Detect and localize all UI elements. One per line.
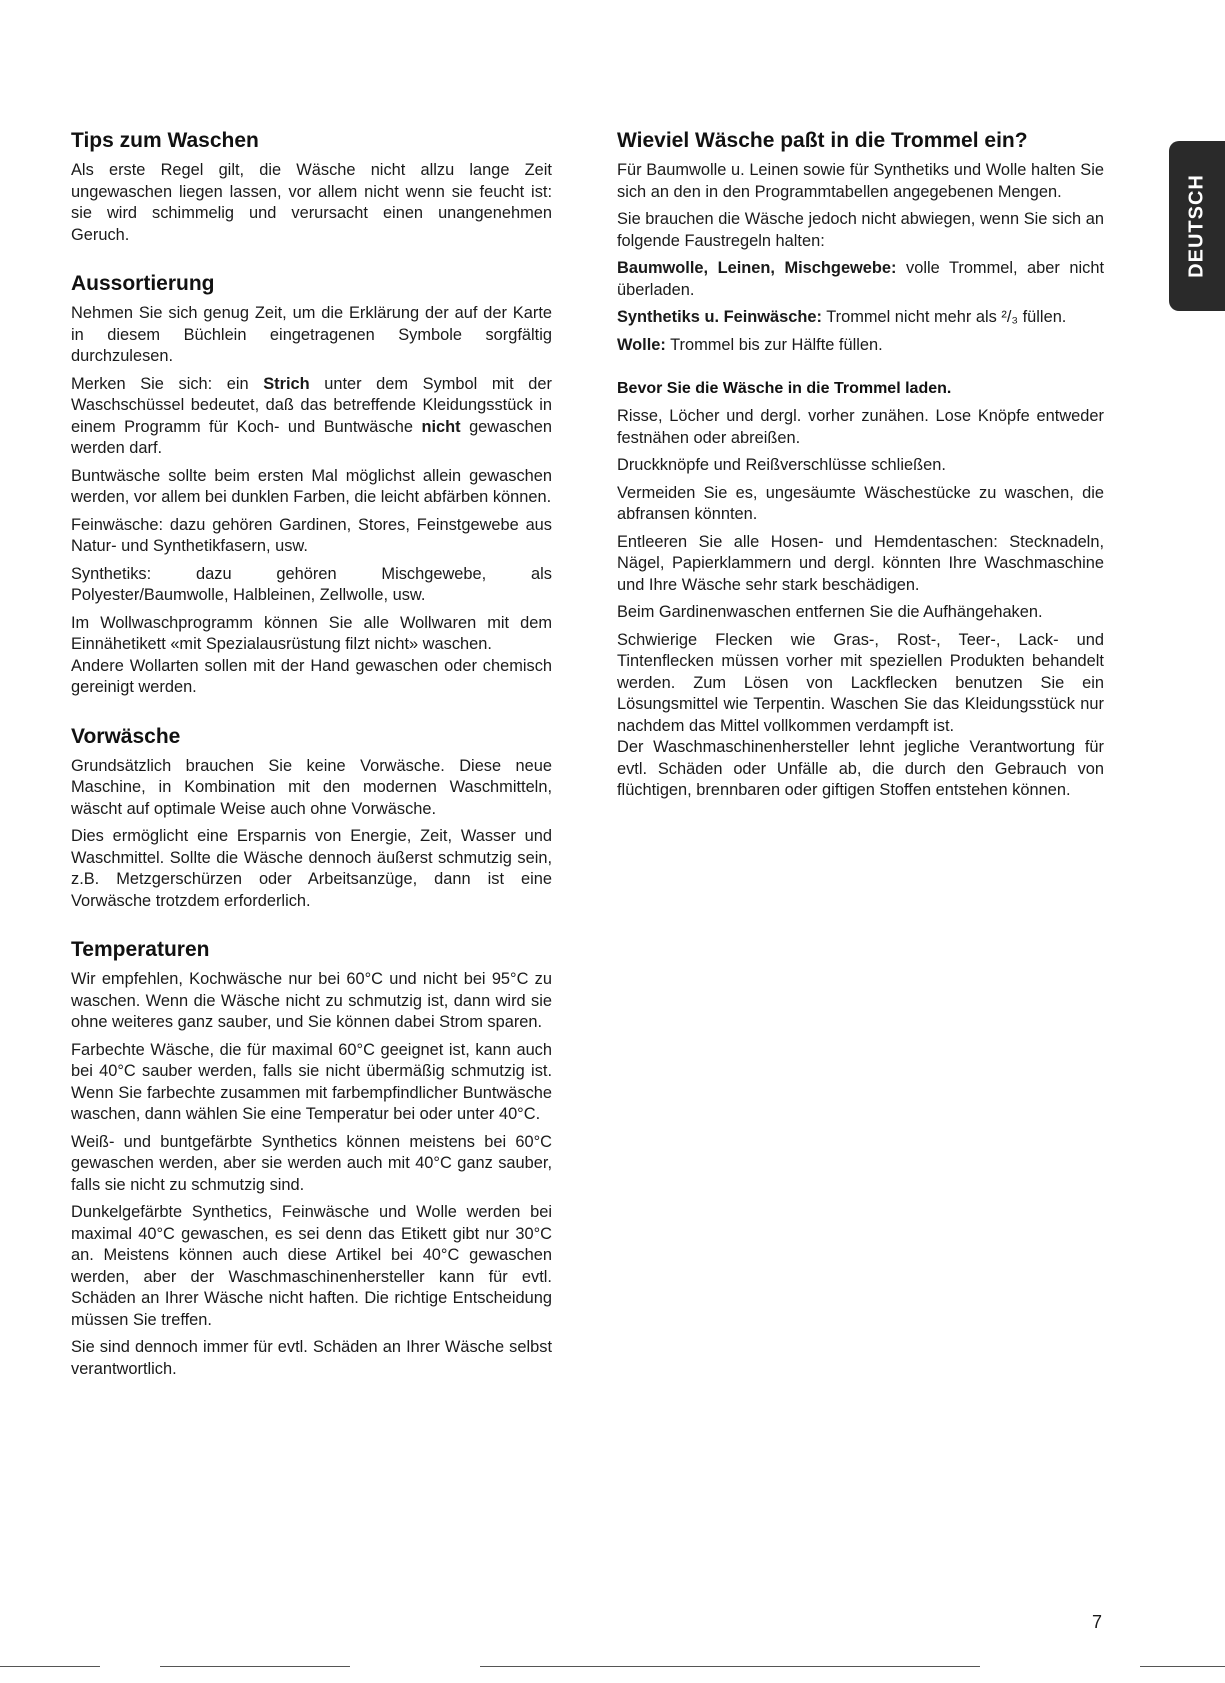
section-before-loading bbox=[617, 378, 1104, 802]
paragraph: Weiß- und buntgefärbte Synthetics können meistens bei 60°C gewaschen werden, aber sie werden auch mit 40°C ganz sauber, falls sie nicht zu schmutzig sind. bbox=[71, 1132, 552, 1194]
paragraph: Nehmen Sie sich genug Zeit, um die Erklärung der auf der Karte in diesem Büchlein eingetragenen Symbole sorgfältig durchzulesen. bbox=[71, 304, 552, 365]
section-tips bbox=[71, 128, 552, 246]
text: Merken Sie sich: ein bbox=[71, 374, 264, 393]
rule-synthetics bbox=[617, 307, 1104, 329]
paragraph: Wir empfehlen, Kochwäsche nur bei 60°C und nicht bei 95°C zu waschen. Wenn die Wäsche nicht zu schmutzig ist, dann wird sie ohne weiteres ganz sauber, und Sie können dabei Strom sparen. bbox=[71, 970, 552, 1031]
rule-label: Wolle: bbox=[617, 335, 666, 354]
section-prewash bbox=[71, 724, 552, 913]
rule-wool bbox=[617, 335, 1104, 357]
paragraph: Im Wollwaschprogramm können Sie alle Wollwaren mit dem Einnähetikett «mit Spezialausrüstung filzt nicht» waschen. bbox=[71, 613, 552, 653]
rule-label: Baumwolle, Leinen, Mischgewebe: bbox=[617, 259, 897, 277]
section-sorting bbox=[71, 271, 552, 699]
footer-rule bbox=[160, 1666, 350, 1667]
rule-cotton bbox=[617, 258, 1104, 301]
paragraph: Buntwäsche sollte beim ersten Mal möglichst allein gewaschen werden, vor allem bei dunklen Farben, die leicht abfärben können. bbox=[71, 466, 552, 506]
paragraph: Dies ermöglicht eine Ersparnis von Energie, Zeit, Wasser und Waschmittel. Sollte die Wäsche dennoch äußerst schmutzig sein, z.B. Metzgerschürzen oder Arbeitsanzüge, dann ist eine Vorwäsche trotzdem erforderlich. bbox=[71, 827, 552, 910]
footer-rule bbox=[480, 1666, 980, 1667]
page-number: 7 bbox=[1092, 1612, 1103, 1632]
rule-text: volle Trommel, aber nicht überladen. bbox=[617, 259, 1105, 299]
paragraph: Synthetiks: dazu gehören Mischgewebe, als Polyester/Baumwolle, Halbleinen, Zellwolle, usw. bbox=[71, 564, 552, 604]
section-load bbox=[617, 128, 1104, 356]
section-temperatures bbox=[71, 937, 552, 1380]
emphasis: nicht bbox=[421, 417, 461, 436]
rule-text: Trommel bis zur Hälfte füllen. bbox=[665, 335, 883, 354]
text: gewaschen werden darf. bbox=[71, 417, 552, 457]
paragraph: Entleeren Sie alle Hosen- und Hemdentaschen: Stecknadeln, Nägel, Papierklammern und dergl. könnten Ihre Waschmaschine und Ihre Wäsche sehr stark beschädigen. bbox=[617, 532, 1104, 594]
heading-load: Wieviel Wäsche paßt in die Trommel ein? bbox=[617, 129, 1028, 152]
paragraph: Feinwäsche: dazu gehören Gardinen, Stores, Feinstgewebe aus Natur- und Synthetikfasern, usw. bbox=[71, 515, 552, 555]
left-column bbox=[71, 128, 552, 1405]
paragraph bbox=[71, 374, 552, 460]
emphasis: Strich bbox=[263, 374, 310, 393]
heading-temperatures: Temperaturen bbox=[71, 938, 210, 961]
paragraph: Beim Gardinenwaschen entfernen Sie die Aufhängehaken. bbox=[617, 603, 1043, 621]
paragraph: Für Baumwolle u. Leinen sowie für Synthetiks und Wolle halten Sie sich an den in den Programmtabellen angegebenen Mengen. bbox=[617, 161, 1104, 201]
heading-before-loading: Bevor Sie die Wäsche in die Trommel laden. bbox=[617, 380, 952, 397]
paragraph: Farbechte Wäsche, die für maximal 60°C geeignet ist, kann auch bei 40°C sauber werden, falls sie nicht übermäßig schmutzig ist. Wenn Sie farbechte zusammen mit farbempfindlicher Buntwäsche waschen, dann wählen Sie eine Temperatur bei oder unter 40°C. bbox=[71, 1040, 552, 1123]
paragraph: Dunkelgefärbte Synthetics, Feinwäsche und Wolle werden bei maximal 40°C gewaschen, es sei denn das Etikett gibt nur 30°C an. Meistens können auch diese Artikel bei 40°C gewaschen werden, aber der Waschmaschinenhersteller kann für evtl. Schäden an Ihrer Wäsche nicht haften. Die richtige Entscheidung müssen Sie treffen. bbox=[71, 1203, 552, 1329]
paragraph: Der Waschmaschinenhersteller lehnt jegliche Verantwortung für evtl. Schäden oder Unfälle ab, die durch den Gebrauch von flüchtigen, brennbaren oder giftigen Stoffen entstehen können. bbox=[617, 738, 1104, 799]
heading-prewash: Vorwäsche bbox=[71, 724, 181, 748]
paragraph: Risse, Löcher und dergl. vorher zunähen. Lose Knöpfe entweder festnähen oder abreißen. bbox=[617, 407, 1104, 447]
text: unter dem Symbol mit der Waschschüssel bedeutet, daß das betreffende Kleidungsstück in einem Programm für Koch- und Buntwäsche bbox=[71, 374, 552, 436]
footer-rule bbox=[1140, 1666, 1225, 1667]
paragraph: Andere Wollarten sollen mit der Hand gewaschen oder chemisch gereinigt werden. bbox=[71, 656, 552, 696]
footer-rule bbox=[0, 1666, 100, 1667]
language-tab-label: DEUTSCH bbox=[1185, 174, 1208, 278]
heading-sorting: Aussortierung bbox=[71, 272, 215, 295]
paragraph: Schwierige Flecken wie Gras-, Rost-, Teer-, Lack- und Tintenflecken müssen vorher mit speziellen Produkten behandelt werden. Zum Lösen von Lackflecken benutzen Sie ein Lösungsmittel wie Terpentin. Waschen Sie das Kleidungsstück nur nachdem das Mittel vollkommen verdampft ist. bbox=[617, 630, 1104, 735]
paragraph: Grundsätzlich brauchen Sie keine Vorwäsche. Diese neue Maschine, in Kombination mit den modernen Waschmitteln, wäscht auf optimale Weise auch ohne Vorwäsche. bbox=[71, 756, 552, 818]
language-tab bbox=[1169, 141, 1225, 311]
rule-text: Trommel nicht mehr als ²/₃ füllen. bbox=[821, 308, 1067, 326]
paragraph: Sie sind dennoch immer für evtl. Schäden an Ihrer Wäsche selbst verantwortlich. bbox=[71, 1338, 552, 1378]
rule-label: Synthetiks u. Feinwäsche: bbox=[617, 308, 822, 326]
paragraph: Sie brauchen die Wäsche jedoch nicht abwiegen, wenn Sie sich an folgende Faustregeln halten: bbox=[617, 210, 1104, 250]
heading-tips: Tips zum Waschen bbox=[71, 129, 259, 152]
paragraph: Vermeiden Sie es, ungesäumte Wäschestücke zu waschen, die abfransen könnten. bbox=[617, 483, 1104, 523]
paragraph: Als erste Regel gilt, die Wäsche nicht allzu lange Zeit ungewaschen liegen lassen, vor allem nicht wenn sie feucht ist: sie wird schimmelig und verursacht einen unangenehmen Geruch. bbox=[71, 161, 552, 244]
paragraph: Druckknöpfe und Reißverschlüsse schließen. bbox=[617, 456, 946, 474]
right-column bbox=[617, 128, 1104, 827]
